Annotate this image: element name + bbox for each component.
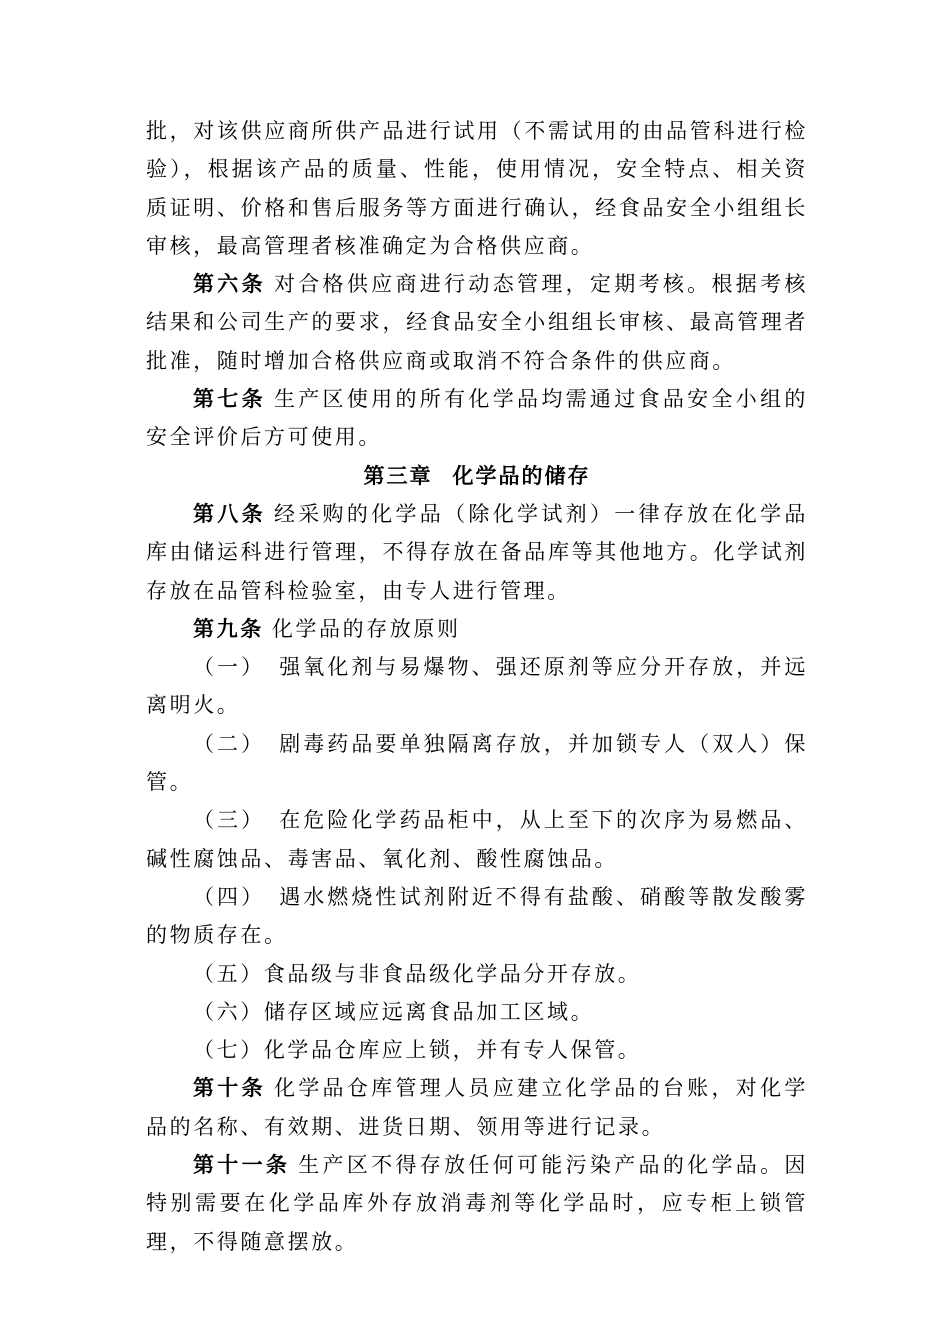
storage-rule-1 (146, 648, 808, 725)
storage-rule-3 (146, 801, 808, 878)
document-page (146, 112, 808, 1261)
storage-rule-7-text: 化学品仓库应上锁，并有专人保管。 (263, 1038, 642, 1063)
article-7-text: 生产区使用的所有化学品均需通过食品安全小组的安全评价后方可使用。 (146, 387, 808, 450)
chapter-title: 化学品的储存 (452, 462, 591, 488)
article-10-text: 化学品仓库管理人员应建立化学品的台账，对化学品的名称、有效期、进货日期、领用等进行记录。 (146, 1076, 808, 1139)
storage-rule-4-text: 遇水燃烧性试剂附近不得有盐酸、硝酸等散发酸雾的物质存在。 (146, 884, 808, 948)
storage-rule-2-text: 剧毒药品要单独隔离存放，并加锁专人（双人）保管。 (146, 731, 808, 795)
article-11 (146, 1146, 808, 1261)
article-10-label: 第十条 (193, 1075, 266, 1101)
article-11-label: 第十一条 (193, 1152, 291, 1178)
article-7 (146, 380, 808, 457)
article-10 (146, 1069, 808, 1146)
chapter-number: 第三章 (363, 462, 433, 488)
article-9-label: 第九条 (193, 615, 264, 641)
storage-rule-6-text: 储存区域应远离食品加工区域。 (263, 999, 595, 1024)
storage-rule-2 (146, 725, 808, 802)
article-8-label: 第八条 (193, 500, 266, 526)
storage-rule-7-num: （七） (193, 1038, 264, 1063)
storage-rule-5 (146, 955, 808, 993)
chapter-heading (146, 457, 808, 495)
continuation-paragraph: 批，对该供应商所供产品进行试用（不需试用的由品管科进行检验），根据该产品的质量、性能，使用情况，安全特点、相关资质证明、价格和售后服务等方面进行确认，经食品安全小组组长审核，最高管理者核准确定为合格供应商。 (146, 119, 808, 258)
article-6 (146, 265, 808, 380)
storage-rule-4 (146, 878, 808, 955)
article-8 (146, 495, 808, 610)
storage-rule-7 (146, 1031, 808, 1069)
article-7-label: 第七条 (193, 386, 266, 412)
storage-rule-1-text: 强氧化剂与易爆物、强还原剂等应分开存放，并远离明火。 (146, 655, 808, 718)
article-9 (146, 610, 808, 648)
article-6-text: 对合格供应商进行动态管理，定期考核。根据考核结果和公司生产的要求，经食品安全小组组长审核、最高管理者批准，随时增加合格供应商或取消不符合条件的供应商。 (146, 272, 808, 373)
storage-rule-2-num: （二） (193, 731, 266, 756)
storage-rule-3-num: （三） (193, 808, 266, 833)
article-9-text: 化学品的存放原则 (271, 616, 461, 641)
article-8-text: 经采购的化学品（除化学试剂）一律存放在化学品库由储运科进行管理，不得存放在备品库等其他地方。化学试剂存放在品管科检验室，由专人进行管理。 (146, 501, 808, 603)
storage-rule-5-text: 食品级与非食品级化学品分开存放。 (263, 961, 642, 986)
article-6-label: 第六条 (193, 271, 266, 297)
storage-rule-6 (146, 993, 808, 1031)
article-11-text: 生产区不得存放任何可能污染产品的化学品。因特别需要在化学品库外存放消毒剂等化学品时，应专柜上锁管理，不得随意摆放。 (146, 1153, 808, 1254)
storage-rule-3-text: 在危险化学药品柜中，从上至下的次序为易燃品、碱性腐蚀品、毒害品、氧化剂、酸性腐蚀品。 (146, 808, 808, 871)
storage-rule-4-num: （四） (193, 884, 266, 909)
storage-rule-1-num: （一） (193, 655, 266, 680)
storage-rule-6-num: （六） (193, 999, 264, 1024)
storage-rule-5-num: （五） (193, 961, 264, 986)
